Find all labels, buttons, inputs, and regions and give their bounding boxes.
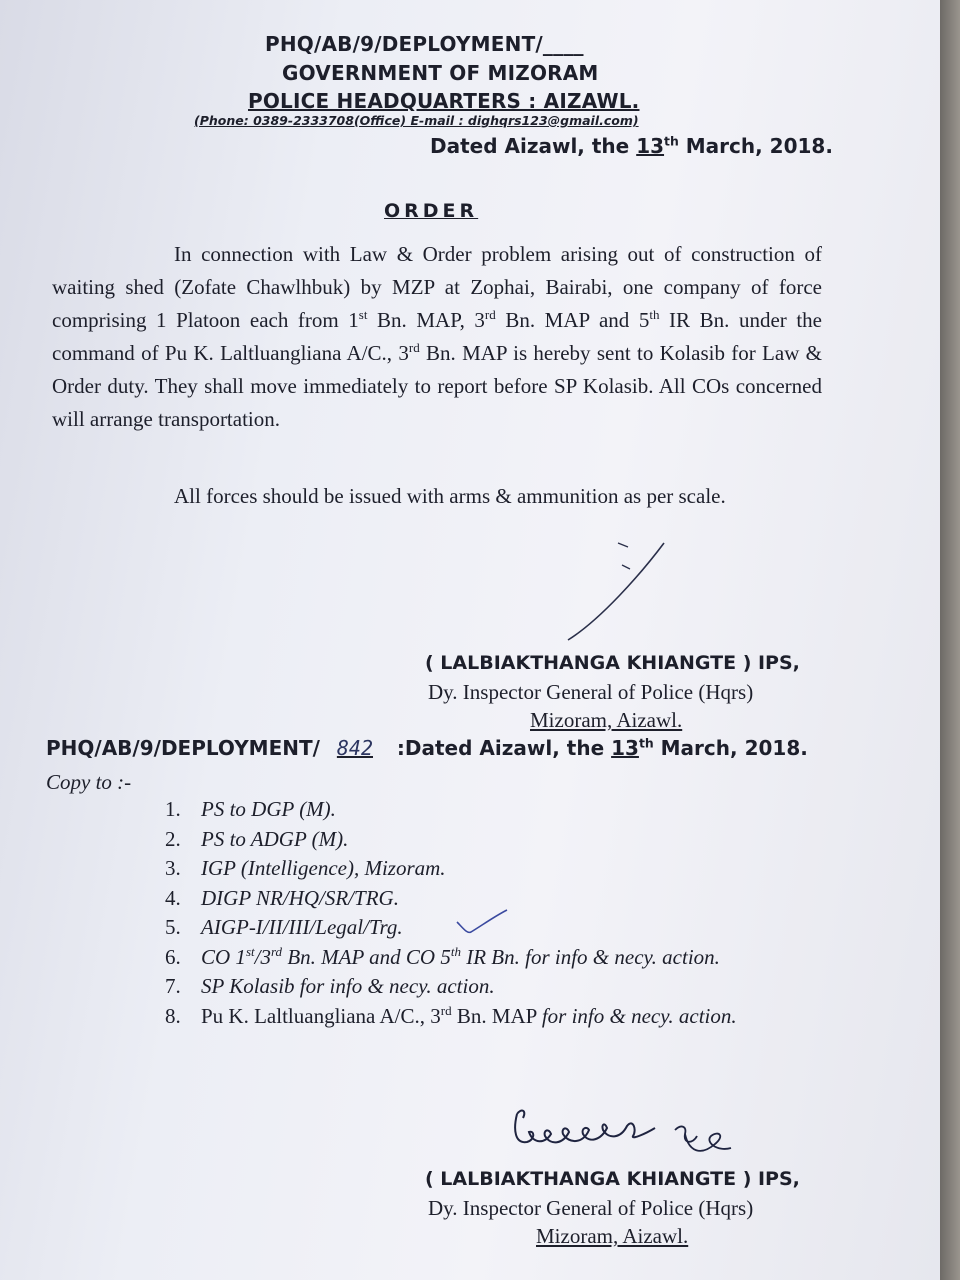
copy-date-prefix: :Dated Aizawl, the [389, 736, 612, 760]
list-item [165, 825, 737, 855]
copy-date-rest: March, 2018. [653, 736, 808, 760]
list-item-text: Pu K. Laltluangliana A/C., 3 [201, 1003, 441, 1028]
date-prefix: Dated Aizawl, the [430, 134, 637, 158]
list-item-number: 7. [165, 974, 181, 998]
list-item-text: PS to ADGP (M). [201, 826, 349, 851]
copy-ref-number: 842 [336, 736, 373, 760]
signature-stroke [560, 535, 680, 645]
para1-text: Bn. MAP and 5 [495, 308, 650, 332]
copy-date-day: 13 [611, 736, 639, 760]
signature-2-place: Mizoram, Aizawl. [536, 1224, 689, 1248]
header-contact: (Phone: 0389-2333708(Office) E-mail : dighqrs123@gmail.com) [194, 113, 639, 128]
list-item [165, 913, 737, 943]
list-item [165, 854, 737, 884]
list-item-text: /3 [254, 944, 271, 969]
para1-text: In connection with Law & Order problem arising out of construction of waiting shed (Zofate Chawlhbuk) by MZP at Zophai, Bairabi, one company of force comprising 1 Platoon each from 1 [52, 242, 822, 332]
list-item-text: SP Kolasib for info & necy. action. [201, 974, 495, 998]
list-item-sup: rd [270, 943, 283, 959]
list-item-sup: th [450, 943, 461, 959]
list-item [165, 1002, 737, 1032]
list-item-text: IR Bn. for info & necy. action. [460, 944, 720, 969]
para1-sup: rd [408, 340, 420, 355]
list-item-text: IGP (Intelligence), Mizoram. [201, 856, 446, 880]
signature-mark [505, 1100, 745, 1170]
list-item-number: 5. [165, 915, 181, 939]
signature-1-designation: Dy. Inspector General of Police (Hqrs) [428, 680, 754, 704]
order-paragraph-2: All forces should be issued with arms & ammunition as per scale. [174, 484, 726, 508]
para1-sup: rd [484, 307, 496, 322]
copy-reference [46, 736, 808, 760]
order-title: ORDER [384, 200, 479, 222]
signature-1-name: ( LALBIAKTHANGA KHIANGTE ) IPS, [425, 652, 800, 674]
date-suffix: th [664, 133, 679, 149]
list-item [165, 884, 737, 914]
list-item-sup: rd [440, 1002, 452, 1018]
signature-2-designation: Dy. Inspector General of Police (Hqrs) [428, 1196, 754, 1220]
signature-1-place: Mizoram, Aizawl. [530, 708, 683, 732]
list-item-number: 4. [165, 885, 181, 910]
header-office: POLICE HEADQUARTERS : AIZAWL. [248, 89, 640, 113]
list-item-text: Bn. MAP [451, 1003, 542, 1028]
signature-2-name: ( LALBIAKTHANGA KHIANGTE ) IPS, [425, 1168, 800, 1190]
list-item-number: 3. [165, 856, 181, 880]
list-item-text: PS to DGP (M). [201, 797, 336, 821]
page-edge-shadow [940, 0, 960, 1280]
list-item-number: 6. [165, 944, 181, 969]
list-item-number: 2. [165, 826, 181, 851]
para1-text: Bn. MAP, 3 [367, 308, 485, 332]
para1-sup: st [358, 307, 368, 322]
header-government: GOVERNMENT OF MIZORAM [282, 61, 599, 85]
list-item-number: 1. [165, 797, 181, 821]
list-item [165, 972, 737, 1002]
para1-text: IR Bn. under the command of Pu K. Laltluangliana A/C., 3 [52, 308, 822, 365]
list-item-number: 8. [165, 1003, 181, 1028]
date-rest: March, 2018. [678, 134, 833, 158]
list-item-text: for info & necy. action. [541, 1003, 737, 1028]
list-item-sup: st [245, 943, 255, 959]
date-day: 13 [636, 134, 665, 158]
copy-to-label: Copy to :- [46, 770, 132, 794]
list-item [165, 795, 737, 825]
list-item-text: AIGP-I/II/III/Legal/Trg. [201, 915, 403, 939]
para1-sup: th [649, 307, 660, 322]
list-item-text: CO 1 [201, 944, 246, 969]
list-item-text: Bn. MAP and CO 5 [282, 944, 451, 969]
order-paragraph-1 [52, 238, 822, 436]
header-date [430, 134, 833, 158]
copy-ref-prefix: PHQ/AB/9/DEPLOYMENT/ [46, 736, 320, 760]
header-reference: PHQ/AB/9/DEPLOYMENT/____ [265, 32, 584, 56]
list-item [165, 943, 737, 973]
list-item-text: DIGP NR/HQ/SR/TRG. [201, 885, 399, 910]
copy-date-suffix: th [638, 735, 654, 751]
para1-text: Bn. MAP is hereby sent to Kolasib for Law & Order duty. They shall move immediately to report before SP Kolasib. All COs concerned will arrange transportation. [52, 341, 823, 431]
copy-list [165, 795, 737, 1031]
tick-mark [455, 908, 515, 938]
